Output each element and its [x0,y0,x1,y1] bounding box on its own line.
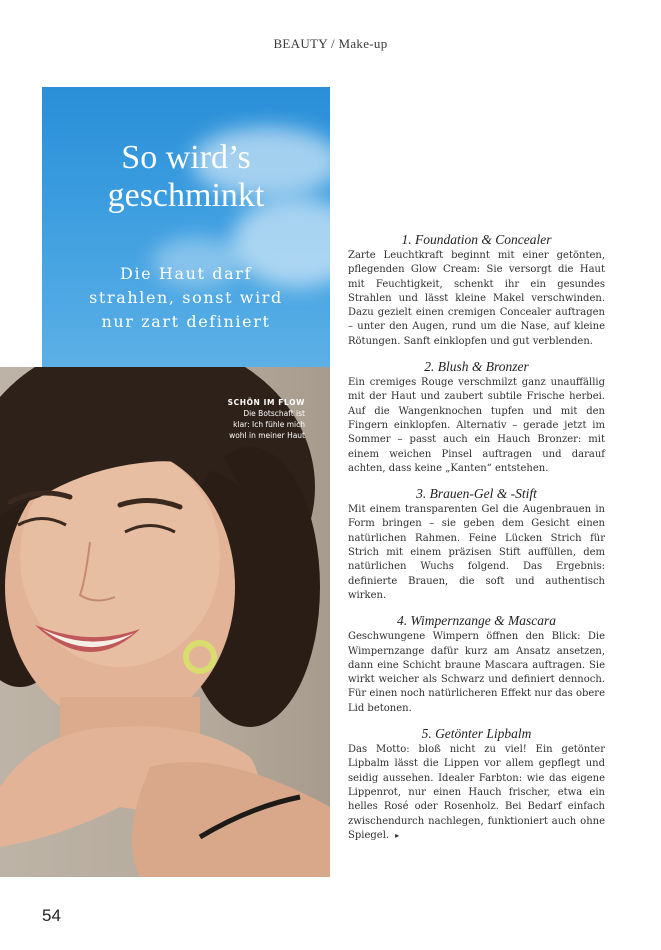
section-text-wrapper [348,743,605,843]
caption-line: Die Botschaft ist [243,409,305,418]
section-text: Ein cremiges Rouge verschmilzt ganz unauffällig mit der Haut und zaubert subtile Frische herbei. Auf die Wangenknochen tupfen und mit den Fingern einklopfen. Alternativ – gerade jetzt im Sommer – passt auch ein Hauch Bronzer: mit einem weichen Pinsel auftragen und darauf achten, dass keine „Kanten“ entstehen. [348,377,605,474]
photo-caption [228,397,305,441]
section-text: Geschwungene Wimpern öffnen den Blick: Die Wimpernzange dafür kurz am Ansatz ansetzen, dann eine Schicht braune Mascara auftragen. Sie wirkt weicher als Schwarz und definiert dennoch. Für einen noch natürlicheren Effekt nur das obere Lid betonen. [348,631,605,714]
caption-line: klar: Ich fühle mich [233,420,305,429]
section-brows [348,485,605,603]
section-heading: 1. Foundation & Concealer [401,232,552,247]
section-heading: 4. Wimpernzange & Mascara [397,613,556,629]
article-subtitle [42,262,330,334]
title-line: geschminkt [107,177,265,214]
section-header: BEAUTY / Make-up [273,36,388,51]
caption-title: SCHÖN IM FLOW [227,398,305,407]
section-lips [348,725,605,843]
section-heading: 5. Getönter Lipbalm [421,726,532,742]
hero-sky-image [42,87,330,367]
section-text: Mit einem transparenten Gel die Augenbrauen in Form bringen – sie geben dem Gesicht einen natürlichen Rahmen. Feine Lücken Strich für Strich mit einem präzisen Stift auffüllen, dem natürlichen Wuchs folgend. Das Ergebnis: definierte Brauen, die soft und authentisch wirken. [348,504,605,601]
title-line: So wird’s [121,139,251,176]
section-text: Das Motto: bloß nicht zu viel! Ein getönter Lipbalm lässt die Lippen vor allem gepflegt und seidig aussehen. Idealer Farbton: wie das eigene Lippenrot, nur einen Hauch frischer, etwa ein helles Rosé oder Rosenholz. Bei Bedarf einfach zwischendurch nachlegen, funktioniert auch ohne Spiegel. [348,744,605,841]
subtitle-line: strahlen, sonst wird [89,288,283,307]
end-mark-icon: ▸ [395,830,400,840]
caption-line: wohl in meiner Haut [229,431,305,440]
section-heading: 3. Brauen-Gel & -Stift [416,486,537,502]
section-lashes [348,612,605,716]
portrait-illustration [0,367,330,877]
section-heading: 2. Blush & Bronzer [424,359,529,375]
section-foundation [348,231,605,349]
article-title [42,139,330,215]
page-number: 54 [42,906,61,925]
section-text: Zarte Leuchtkraft beginnt mit einer getönten, pflegenden Glow Cream: Sie versorgt die Haut mit Feuchtigkeit, schenkt ihr ein gesundes Strahlen und lässt kleine Makel verschwinden. Dazu gezielt einen cremigen Concealer auftragen – unter den Augen, rund um die Nase, auf kleine Rötungen. Sanft einklopfen und gut verblenden. [348,250,605,347]
subtitle-line: Die Haut darf [120,264,252,283]
subtitle-line: nur zart definiert [101,312,271,331]
article-body [348,231,605,852]
portrait-photo [0,367,330,877]
section-blush [348,358,605,476]
